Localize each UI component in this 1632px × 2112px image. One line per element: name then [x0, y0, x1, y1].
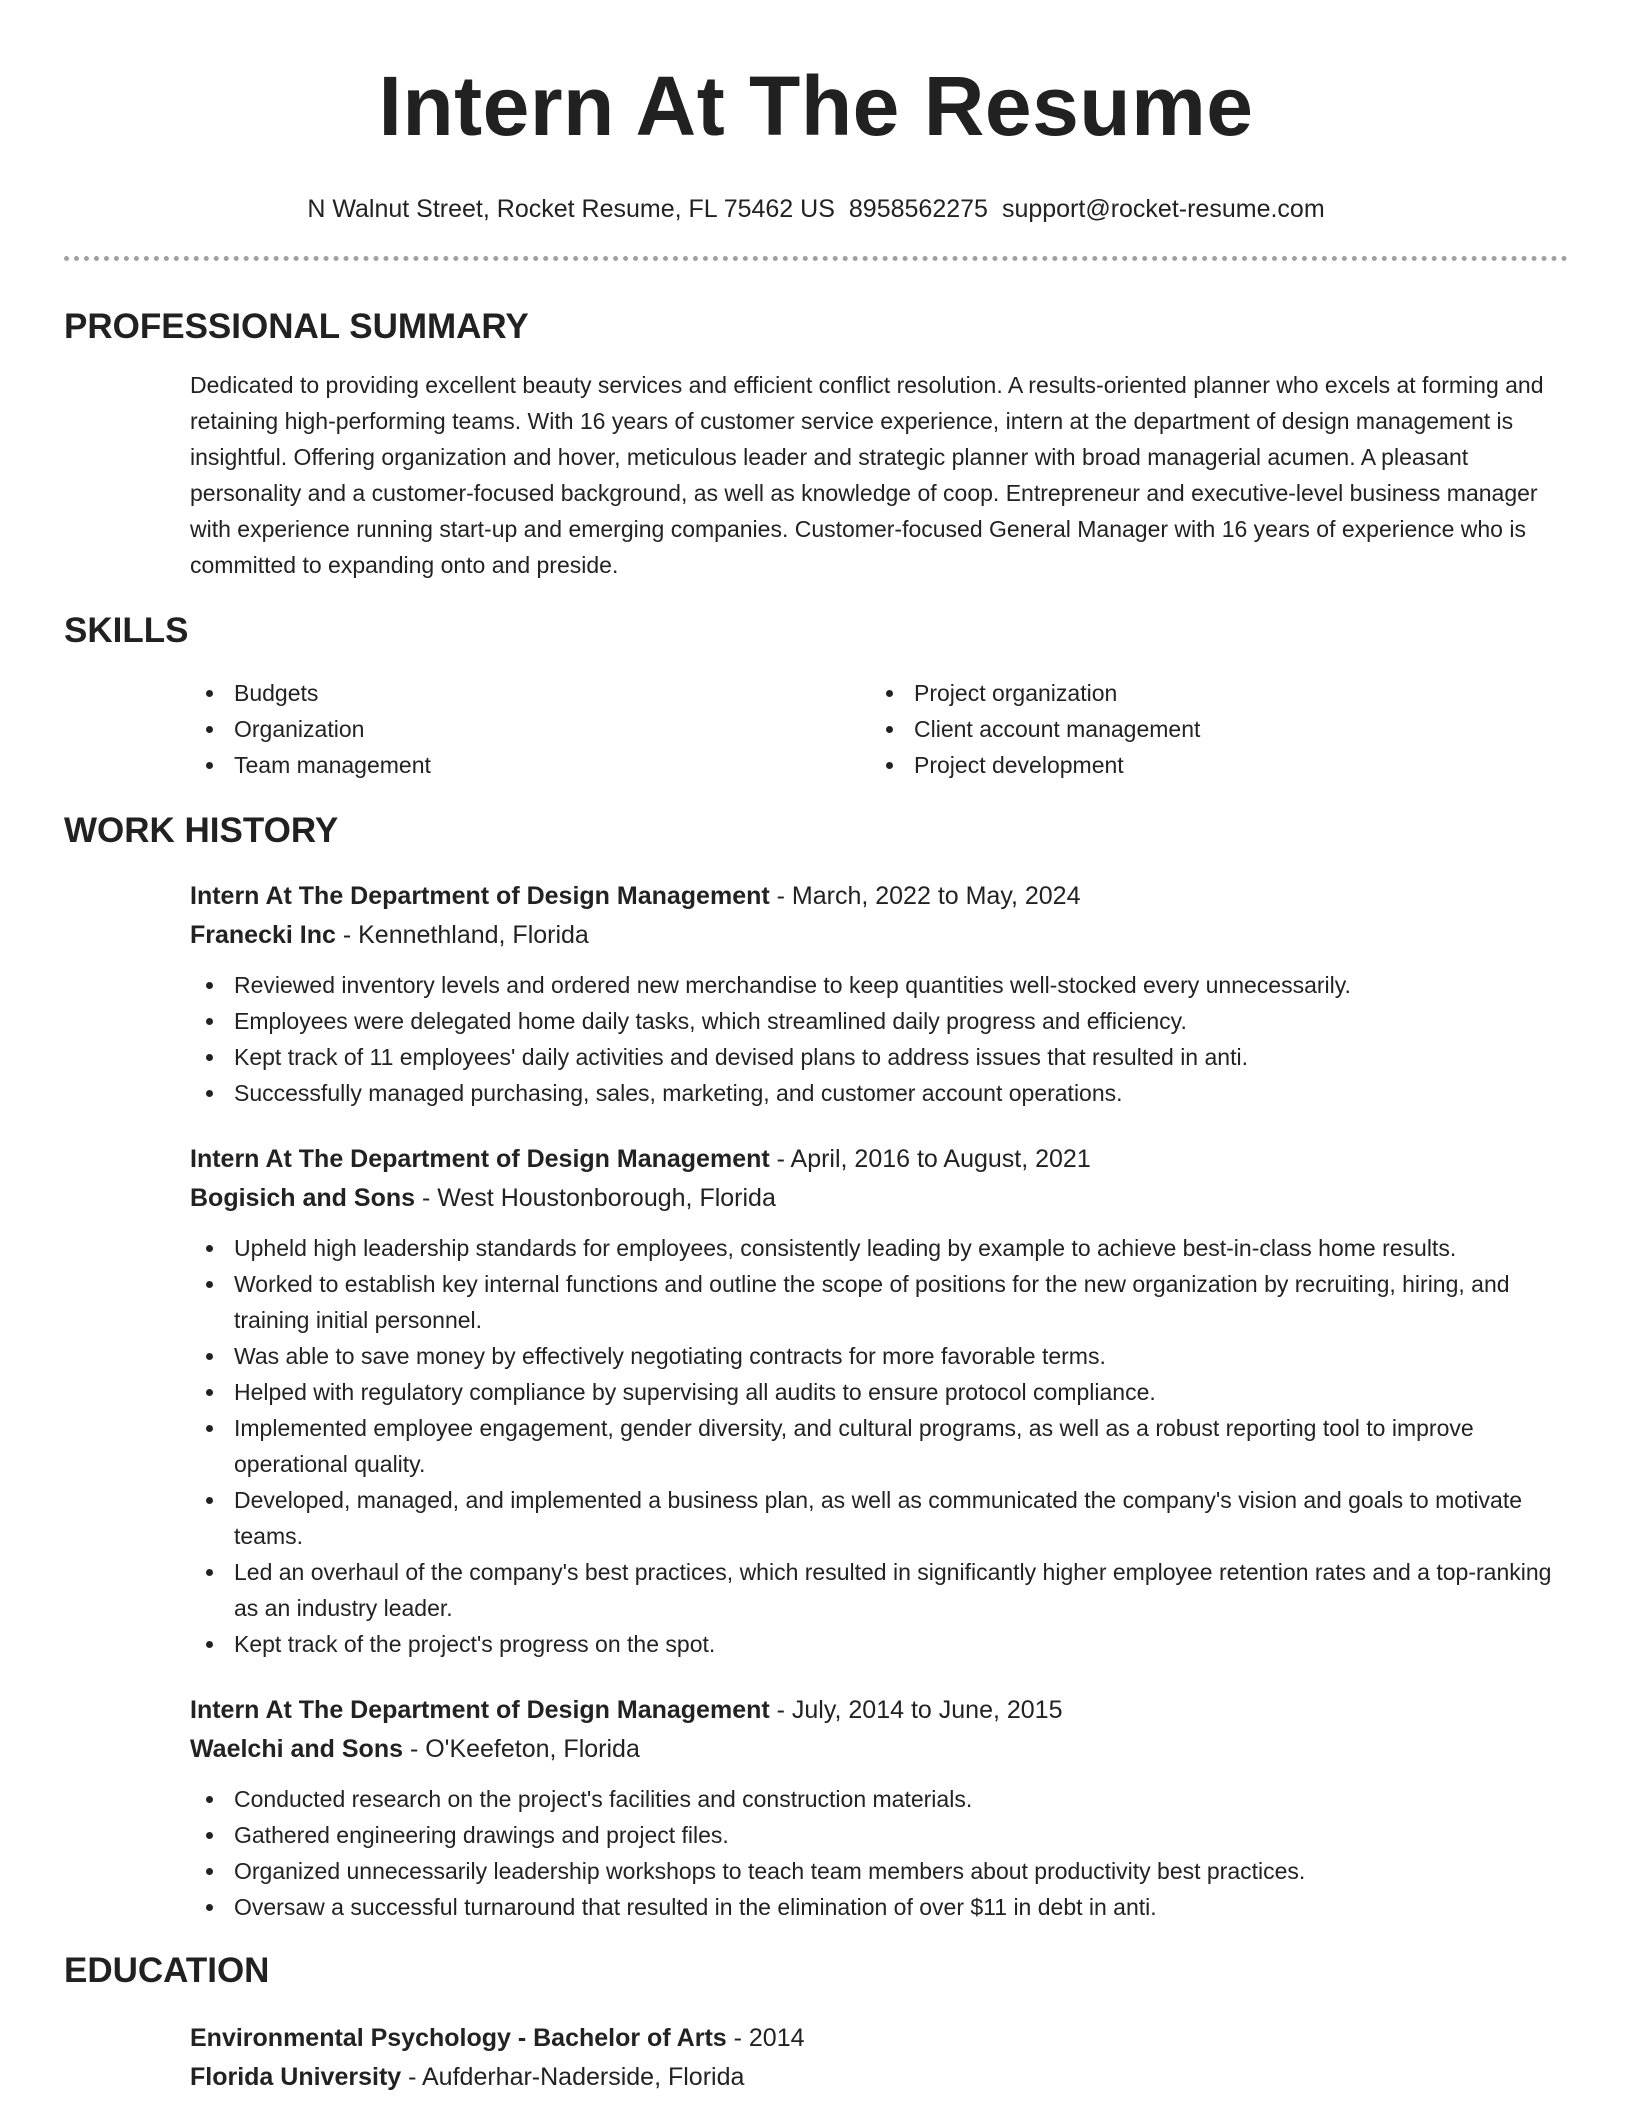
summary-text: Dedicated to providing excellent beauty services and efficient conflict resolution. A results-oriented planner who excels at forming and retaining high-performing teams. With 16 years of customer service experience, intern at the department of design management is insightful. Offering organization and hover, meticulous leader and strategic planner with broad managerial acumen. A pleasant personality and a customer-focused background, as well as knowledge of coop. Entrepreneur and executive-level business manager with experience running start-up and emerging companies. Customer-focused General Manager with 16 years of experience who is committed to expanding onto and preside. — [190, 372, 1544, 578]
job-bullet: Conducted research on the project's facilities and construction materials. — [190, 1781, 1568, 1817]
contact-line — [64, 194, 1568, 224]
job-company: Franecki Inc — [190, 921, 336, 949]
work-entry — [190, 877, 1568, 1111]
education-degree: Environmental Psychology - Bachelor of Arts — [190, 2024, 727, 2052]
education-location: - Aufderhar-Naderside, Florida — [401, 2063, 745, 2091]
education-entry — [190, 2019, 1568, 2097]
work-entry — [190, 1691, 1568, 1925]
job-company-line — [190, 1179, 1568, 1218]
job-bullet: Oversaw a successful turnaround that resulted in the elimination of over $11 in debt in anti. — [190, 1889, 1568, 1925]
job-location: - West Houstonborough, Florida — [415, 1184, 776, 1212]
job-bullet: Kept track of 11 employees' daily activities and devised plans to address issues that resulted in anti. — [190, 1039, 1568, 1075]
job-company-line — [190, 1730, 1568, 1769]
skill-item: Budgets — [190, 675, 870, 711]
skills-column-left — [190, 675, 870, 783]
job-bullets — [190, 1781, 1568, 1925]
job-bullet: Was able to save money by effectively negotiating contracts for more favorable terms. — [190, 1338, 1568, 1374]
section-title-work-history: WORK HISTORY — [64, 811, 339, 850]
skills-list — [190, 675, 1568, 783]
education-year: - 2014 — [726, 2024, 805, 2052]
skill-item: Client account management — [870, 711, 1550, 747]
section-title-education: EDUCATION — [64, 1951, 270, 1990]
skill-item: Project organization — [870, 675, 1550, 711]
resume-page — [64, 0, 1568, 2097]
job-bullet: Developed, managed, and implemented a business plan, as well as communicated the company's vision and goals to motivate teams. — [190, 1482, 1568, 1554]
section-title-skills: SKILLS — [64, 611, 189, 650]
contact-address: N Walnut Street, Rocket Resume, FL 75462 US — [307, 195, 835, 223]
job-dates: - April, 2016 to August, 2021 — [769, 1145, 1091, 1173]
job-location: - O'Keefeton, Florida — [403, 1735, 640, 1763]
job-bullet: Organized unnecessarily leadership workshops to teach team members about productivity best practices. — [190, 1853, 1568, 1889]
job-bullets — [190, 967, 1568, 1111]
job-bullet: Implemented employee engagement, gender diversity, and cultural programs, as well as a robust reporting tool to improve operational quality. — [190, 1410, 1568, 1482]
job-bullet: Gathered engineering drawings and project files. — [190, 1817, 1568, 1853]
job-title-line — [190, 1691, 1568, 1730]
job-company: Waelchi and Sons — [190, 1735, 404, 1763]
job-bullet: Upheld high leadership standards for employees, consistently leading by example to achieve best-in-class home results. — [190, 1230, 1568, 1266]
contact-phone: 8958562275 — [848, 195, 988, 223]
skill-item: Organization — [190, 711, 870, 747]
job-location: - Kennethland, Florida — [335, 921, 589, 949]
job-bullet: Led an overhaul of the company's best practices, which resulted in significantly higher employee retention rates and a top-ranking as an industry leader. — [190, 1554, 1568, 1626]
job-bullet: Reviewed inventory levels and ordered new merchandise to keep quantities well-stocked every unnecessarily. — [190, 967, 1568, 1003]
job-company-line — [190, 916, 1568, 955]
contact-email: support@rocket-resume.com — [1001, 195, 1325, 223]
job-bullet: Successfully managed purchasing, sales, marketing, and customer account operations. — [190, 1075, 1568, 1111]
job-bullets — [190, 1230, 1568, 1662]
skill-item: Project development — [870, 747, 1550, 783]
job-bullet: Kept track of the project's progress on the spot. — [190, 1626, 1568, 1662]
education-school: Florida University — [190, 2063, 402, 2091]
job-bullet: Employees were delegated home daily tasks, which streamlined daily progress and efficiency. — [190, 1003, 1568, 1039]
job-bullet: Worked to establish key internal functions and outline the scope of positions for the new organization by recruiting, hiring, and training initial personnel. — [190, 1266, 1568, 1338]
job-title-line — [190, 877, 1568, 916]
education-degree-line — [190, 2019, 1568, 2058]
job-role: Intern At The Department of Design Management — [190, 1696, 770, 1724]
job-bullet: Helped with regulatory compliance by supervising all audits to ensure protocol compliance. — [190, 1374, 1568, 1410]
job-dates: - July, 2014 to June, 2015 — [769, 1696, 1063, 1724]
job-role: Intern At The Department of Design Management — [190, 1145, 770, 1173]
skills-column-right — [870, 675, 1550, 783]
job-dates: - March, 2022 to May, 2024 — [769, 882, 1081, 910]
header-divider — [64, 256, 1568, 261]
skill-item: Team management — [190, 747, 870, 783]
work-entry — [190, 1140, 1568, 1662]
job-company: Bogisich and Sons — [190, 1184, 416, 1212]
job-title-line — [190, 1140, 1568, 1179]
section-title-summary: PROFESSIONAL SUMMARY — [64, 307, 529, 346]
job-role: Intern At The Department of Design Management — [190, 882, 770, 910]
candidate-name: Intern At The Resume — [378, 59, 1254, 153]
education-school-line — [190, 2058, 1568, 2097]
